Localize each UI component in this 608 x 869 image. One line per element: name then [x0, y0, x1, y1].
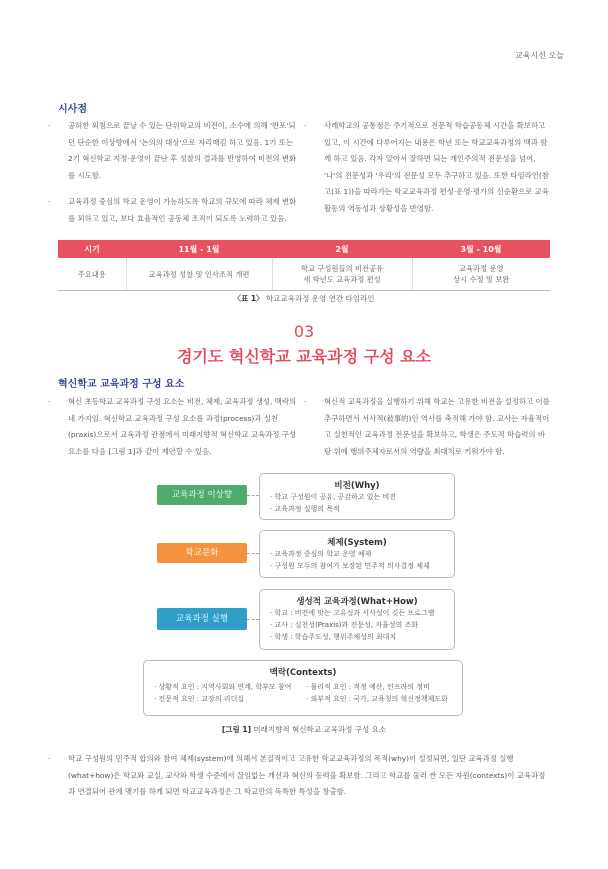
box-line: · 물리적 요인 : 적정 예산, 인프라의 정비 — [306, 683, 430, 691]
box-generative-curriculum — [259, 589, 455, 650]
connector-line — [247, 553, 259, 554]
table-header-cell: 시기 — [58, 240, 126, 258]
bullet-paragraph: · 교육과정 중심의 학교 운영이 가능하도록 학교의 규모에 따라 체제 변화를 꾀하고 있고, 보다 효율적인 공동체 조직이 되도록 노력하고 있음. — [48, 197, 297, 223]
timeline-table — [58, 240, 550, 291]
table-cell: 교육과정 성찰 및 인사조직 개편 — [126, 258, 272, 291]
pill-school-culture: 학교문화 — [157, 543, 247, 563]
box-contexts — [143, 660, 463, 716]
pill-ideal-curriculum: 교육과정 이상향 — [157, 485, 247, 505]
box-title: 맥락(Contexts) — [269, 668, 337, 678]
table-header-cell: 2월 — [272, 240, 412, 258]
box-line: · 학교 : 비전에 맞는 고유성과 서사성이 깃든 프로그램 — [270, 609, 435, 617]
box-title: 비전(Why) — [334, 481, 380, 491]
table-header-row — [58, 240, 550, 258]
context-right-list — [296, 681, 462, 705]
bullet-paragraph: · 공허한 외침으로 끝날 수 있는 단위학교의 비전이, 소수에 의해 '반포'되던 단순한 이상향에서 '논의의 대상'으로 자리매김 하고 있음. 1기 또는 2기 혁신학교 지정·운영이 끝난 후 성찰의 결과를 반영하여 비전의 변화를 시도함. — [48, 121, 297, 180]
box-title: 생성적 교육과정(What+How) — [296, 597, 418, 607]
box-vision — [259, 473, 455, 520]
table-cell: 교육과정 운영 상시 수정 및 보완 — [412, 258, 550, 291]
bullet-paragraph: · 학교 구성원의 민주적 합의와 참여 체제(system)에 의해서 본질적이고 고유한 학교교육과정의 목적(why)이 설정되면, 일단 교육과정 실행(what+how)은 학교와 교실, 교사와 학생 수준에서 끊임없는 개선과 혁신의 동력을 확보함. 그리고 학교를 둘러 싼 모든 자원(contexts)이 교육과정과 연결되어 관계 맺기를 하게 되면 학교교육과정은 그 학교만의 독특한 특성을 창출함. — [48, 754, 546, 796]
box-line: · 교사 : 실천성(Praxis)과 전문성, 자율성의 조화 — [270, 621, 419, 629]
bullet-paragraph: · 혁신적 교육과정을 실행하기 위해 학교는 고유한 비전을 설정하고 이를 추구하면서 서사적(敍事的)인 역사를 축적해 가야 함. 교사는 자율적이고 실천적인 교육과정 전문성을 확보하고, 학생은 주도적 학습력의 바탕 위에 행위주체자로서의 역량을 최대치로 키워가야 함. — [304, 397, 550, 456]
table-cell: 학교 구성원들의 비전공유 새 학년도 교육과정 편성 — [272, 258, 412, 291]
bullet-paragraph: · 사례학교의 공통점은 주기적으로 전문적 학습공동체 시간을 확보하고 있고, 이 시간에 다루어지는 내용은 학년 또는 학교교육과정의 맥과 함께 하고 있음. 각자 알아서 잘하면 되는 개인주의적 전문성을 넘어, '나'의 전문성과 '우리'의 전문성 모두 추구하고 있음. 또한 타임라인(참고(표 1))을 따라가는 학교교육과정 편성·운영·평가의 선순환으로 교육활동의 역동성과 상황성을 반영함. — [304, 121, 549, 213]
table-header-cell: 3월 - 10월 — [412, 240, 550, 258]
context-left-list — [144, 681, 304, 705]
running-header: 교육시선 오늘 — [515, 51, 564, 60]
box-system — [259, 530, 455, 578]
table-row — [58, 258, 550, 291]
right-column — [304, 118, 552, 217]
section-heading: 경기도 혁신학교 교육과정 구성 요소 — [176, 347, 432, 366]
table-header-cell: 11월 - 1월 — [126, 240, 272, 258]
box-line: · 상황적 요인 : 지역사회와 연계, 학부모 참여 — [154, 683, 292, 691]
table-caption: 〈표 1〉 학교교육과정 운영 연간 타임라인 — [233, 294, 375, 303]
connector-line — [247, 495, 259, 496]
box-line: · 구성원 모두의 참여가 보장된 민주적 의사결정 체제 — [270, 562, 430, 570]
connector-line — [247, 619, 259, 620]
closing-paragraph — [48, 751, 552, 801]
box-line: · 외부적 요인 : 국가, 교육청의 혁신정책제도화 — [306, 695, 448, 703]
figure-caption: [그림 1] 미래지향적 혁신학교 교육과정 구성 요소 — [221, 725, 387, 734]
box-title: 체제(System) — [327, 538, 387, 548]
box-line: · 학생 : 학습주도성, 행위주체성의 최대치 — [270, 633, 397, 641]
section-title-implications: 시사점 — [58, 104, 87, 115]
subsection-title: 혁신학교 교육과정 구성 요소 — [58, 379, 185, 390]
left-column-2 — [48, 394, 298, 460]
box-line: · 교육과정 중심의 학교 운영 체제 — [270, 550, 372, 558]
box-line: · 교육과정 실행의 목적 — [270, 505, 340, 513]
section-number: 03 — [293, 322, 315, 341]
bullet-paragraph: · 혁신 초등학교 교육과정 구성 요소는 비전, 체제, 교육과정 생성, 맥락의 네 가지임. 혁신학교 교육과정 구성 요소를 과정(process)과 실천(praxis)으로서 교육과정 관점에서 미래지향적 혁신학교 교육과정 구성 요소를 다음 [그림 1]과 같이 제안할 수 있음. — [48, 397, 297, 456]
table-cell: 주요내용 — [58, 258, 126, 291]
pill-curriculum-execution: 교육과정 실행 — [157, 608, 247, 630]
box-line: · 전문적 요인 : 교장의 리더십 — [154, 695, 245, 703]
right-column-2 — [304, 394, 552, 460]
left-column — [48, 118, 298, 227]
box-line: · 학교 구성원이 공유, 공감하고 있는 비전 — [270, 493, 396, 501]
